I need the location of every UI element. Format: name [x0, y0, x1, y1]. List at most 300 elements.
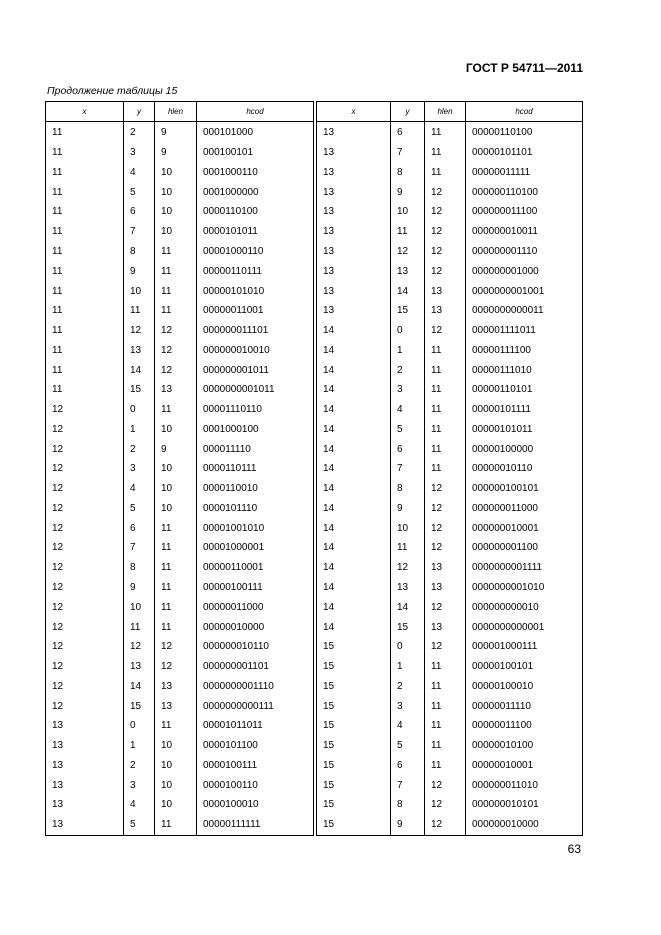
- cell-hcod: 000101000: [197, 122, 314, 143]
- table-row: [317, 637, 583, 657]
- cell-hcod: 0000110010: [197, 479, 314, 499]
- cell-x: 13: [317, 182, 391, 202]
- cell-y: 13: [391, 261, 425, 281]
- table-row: [46, 380, 314, 400]
- table-row: [317, 775, 583, 795]
- cell-hcod: 00000101010: [197, 281, 314, 301]
- cell-x: 15: [317, 637, 391, 657]
- cell-hlen: 13: [425, 281, 466, 301]
- cell-y: 11: [124, 617, 155, 637]
- table-row: [46, 795, 314, 815]
- cell-y: 3: [391, 696, 425, 716]
- cell-hcod: 00000111100: [466, 340, 583, 360]
- cell-hlen: 11: [155, 538, 197, 558]
- cell-hlen: 12: [425, 182, 466, 202]
- cell-hcod: 00000010001: [466, 756, 583, 776]
- cell-x: 14: [317, 538, 391, 558]
- cell-hcod: 00000100010: [466, 676, 583, 696]
- cell-hlen: 12: [425, 499, 466, 519]
- table-row: [317, 657, 583, 677]
- table-row: [46, 479, 314, 499]
- cell-x: 14: [317, 321, 391, 341]
- cell-hcod: 000000011100: [466, 202, 583, 222]
- cell-hcod: 000000010110: [197, 637, 314, 657]
- cell-hlen: 11: [155, 301, 197, 321]
- cell-x: 13: [317, 143, 391, 163]
- cell-y: 9: [391, 182, 425, 202]
- cell-y: 8: [124, 242, 155, 262]
- cell-x: 12: [46, 637, 124, 657]
- cell-y: 5: [124, 499, 155, 519]
- table-row: [46, 499, 314, 519]
- table-row: [46, 736, 314, 756]
- column-header-y: y: [124, 102, 155, 122]
- cell-y: 4: [124, 163, 155, 183]
- cell-x: 14: [317, 360, 391, 380]
- cell-hcod: 000000010011: [466, 222, 583, 242]
- cell-x: 11: [46, 380, 124, 400]
- cell-hlen: 10: [155, 795, 197, 815]
- table-header-row: [317, 102, 583, 122]
- cell-hcod: 000000010000: [466, 815, 583, 835]
- cell-hlen: 11: [425, 657, 466, 677]
- column-header-hcod: hcod: [197, 102, 314, 122]
- cell-hlen: 13: [155, 676, 197, 696]
- cell-hlen: 11: [425, 163, 466, 183]
- cell-y: 9: [391, 499, 425, 519]
- cell-hlen: 12: [155, 321, 197, 341]
- cell-hcod: 0000000001111: [466, 558, 583, 578]
- table-row: [46, 617, 314, 637]
- document-standard-number: ГОСТ Р 54711—2011: [465, 61, 583, 75]
- cell-y: 6: [124, 202, 155, 222]
- cell-y: 12: [391, 558, 425, 578]
- cell-hlen: 12: [425, 261, 466, 281]
- cell-y: 3: [391, 380, 425, 400]
- cell-hlen: 9: [155, 439, 197, 459]
- cell-hlen: 11: [155, 281, 197, 301]
- cell-x: 14: [317, 558, 391, 578]
- cell-hlen: 12: [425, 242, 466, 262]
- cell-hcod: 00001110110: [197, 400, 314, 420]
- cell-x: 11: [46, 143, 124, 163]
- table-row: [317, 578, 583, 598]
- cell-hlen: 13: [425, 301, 466, 321]
- cell-hcod: 00001011011: [197, 716, 314, 736]
- cell-y: 7: [391, 143, 425, 163]
- table-row: [46, 439, 314, 459]
- table-row: [46, 122, 314, 143]
- cell-x: 12: [46, 518, 124, 538]
- table-body: [46, 122, 314, 836]
- table-row: [317, 242, 583, 262]
- column-header-x: x: [46, 102, 124, 122]
- cell-hlen: 12: [425, 479, 466, 499]
- cell-x: 13: [46, 736, 124, 756]
- cell-hlen: 12: [155, 360, 197, 380]
- cell-hlen: 9: [155, 143, 197, 163]
- cell-x: 15: [317, 795, 391, 815]
- cell-x: 13: [317, 222, 391, 242]
- table-row: [317, 439, 583, 459]
- cell-hcod: 000000001110: [466, 242, 583, 262]
- cell-hlen: 13: [425, 578, 466, 598]
- cell-hlen: 13: [155, 696, 197, 716]
- cell-x: 11: [46, 340, 124, 360]
- cell-hcod: 000000010101: [466, 795, 583, 815]
- cell-hlen: 9: [155, 122, 197, 143]
- table-row: [317, 281, 583, 301]
- cell-x: 11: [46, 222, 124, 242]
- cell-y: 3: [124, 775, 155, 795]
- cell-y: 13: [391, 578, 425, 598]
- cell-y: 3: [124, 143, 155, 163]
- cell-y: 9: [124, 261, 155, 281]
- cell-y: 10: [391, 518, 425, 538]
- cell-hcod: 000100101: [197, 143, 314, 163]
- cell-hlen: 11: [155, 261, 197, 281]
- cell-hlen: 12: [425, 538, 466, 558]
- table-row: [46, 222, 314, 242]
- table-row: [46, 558, 314, 578]
- cell-hcod: 00001000110: [197, 242, 314, 262]
- cell-y: 0: [124, 400, 155, 420]
- cell-hcod: 0000000001011: [197, 380, 314, 400]
- cell-hlen: 12: [425, 775, 466, 795]
- cell-hcod: 000000011010: [466, 775, 583, 795]
- cell-x: 11: [46, 202, 124, 222]
- table-row: [317, 597, 583, 617]
- cell-x: 15: [317, 756, 391, 776]
- table-header-row: [46, 102, 314, 122]
- cell-y: 6: [124, 518, 155, 538]
- cell-hlen: 11: [425, 419, 466, 439]
- cell-y: 10: [124, 597, 155, 617]
- cell-hlen: 12: [425, 202, 466, 222]
- table-row: [46, 281, 314, 301]
- column-header-hcod: hcod: [466, 102, 583, 122]
- cell-x: 12: [46, 419, 124, 439]
- table-row: [46, 716, 314, 736]
- cell-hcod: 000000010001: [466, 518, 583, 538]
- cell-y: 1: [391, 657, 425, 677]
- table-row: [317, 163, 583, 183]
- cell-hcod: 000000001000: [466, 261, 583, 281]
- cell-y: 8: [391, 795, 425, 815]
- table-row: [317, 499, 583, 519]
- cell-hlen: 11: [155, 558, 197, 578]
- table-row: [46, 202, 314, 222]
- cell-x: 11: [46, 261, 124, 281]
- table-row: [46, 182, 314, 202]
- cell-hcod: 00000101011: [466, 419, 583, 439]
- cell-hlen: 13: [425, 558, 466, 578]
- cell-x: 15: [317, 775, 391, 795]
- cell-hlen: 12: [425, 321, 466, 341]
- cell-hlen: 11: [155, 578, 197, 598]
- cell-x: 15: [317, 736, 391, 756]
- cell-y: 7: [391, 459, 425, 479]
- cell-y: 4: [391, 716, 425, 736]
- cell-hlen: 12: [425, 518, 466, 538]
- cell-x: 12: [46, 479, 124, 499]
- cell-hcod: 0000000000001: [466, 617, 583, 637]
- cell-hcod: 00000100101: [466, 657, 583, 677]
- table-row: [46, 301, 314, 321]
- table-row: [317, 122, 583, 143]
- cell-hlen: 12: [155, 637, 197, 657]
- cell-hcod: 00000011110: [466, 696, 583, 716]
- cell-hlen: 11: [425, 459, 466, 479]
- cell-hcod: 00000110001: [197, 558, 314, 578]
- cell-x: 12: [46, 696, 124, 716]
- table-row: [317, 261, 583, 281]
- cell-hlen: 12: [425, 597, 466, 617]
- cell-x: 13: [46, 815, 124, 835]
- cell-x: 15: [317, 657, 391, 677]
- cell-hlen: 11: [425, 756, 466, 776]
- cell-hlen: 11: [155, 597, 197, 617]
- cell-x: 11: [46, 321, 124, 341]
- cell-x: 13: [317, 261, 391, 281]
- cell-hlen: 11: [425, 380, 466, 400]
- cell-y: 6: [391, 756, 425, 776]
- cell-x: 14: [317, 597, 391, 617]
- cell-hlen: 10: [155, 459, 197, 479]
- cell-hcod: 000000001101: [197, 657, 314, 677]
- table-row: [46, 775, 314, 795]
- cell-y: 12: [124, 637, 155, 657]
- cell-y: 11: [391, 222, 425, 242]
- cell-x: 12: [46, 578, 124, 598]
- cell-hlen: 12: [155, 657, 197, 677]
- cell-hlen: 11: [425, 360, 466, 380]
- cell-hcod: 00000011001: [197, 301, 314, 321]
- cell-y: 8: [391, 163, 425, 183]
- cell-y: 2: [124, 122, 155, 143]
- table-row: [46, 459, 314, 479]
- table-row: [46, 538, 314, 558]
- cell-y: 6: [391, 439, 425, 459]
- cell-hcod: 0000000000111: [197, 696, 314, 716]
- column-header-hlen: hlen: [425, 102, 466, 122]
- cell-hcod: 000000001100: [466, 538, 583, 558]
- cell-y: 14: [124, 676, 155, 696]
- cell-hlen: 10: [155, 163, 197, 183]
- cell-hlen: 11: [155, 518, 197, 538]
- cell-x: 15: [317, 676, 391, 696]
- cell-hcod: 0000100110: [197, 775, 314, 795]
- table-row: [46, 242, 314, 262]
- cell-y: 7: [124, 538, 155, 558]
- cell-x: 14: [317, 578, 391, 598]
- column-header-y: y: [391, 102, 425, 122]
- cell-x: 14: [317, 479, 391, 499]
- cell-y: 1: [124, 419, 155, 439]
- cell-hcod: 000000001011: [197, 360, 314, 380]
- cell-hcod: 0000110111: [197, 459, 314, 479]
- cell-x: 14: [317, 380, 391, 400]
- cell-hcod: 0000101011: [197, 222, 314, 242]
- cell-x: 15: [317, 815, 391, 835]
- code-table-right: [316, 101, 583, 836]
- cell-hlen: 11: [155, 400, 197, 420]
- cell-x: 14: [317, 518, 391, 538]
- cell-x: 13: [317, 242, 391, 262]
- cell-y: 5: [391, 736, 425, 756]
- cell-x: 12: [46, 558, 124, 578]
- cell-hcod: 00000101111: [466, 400, 583, 420]
- cell-y: 9: [124, 578, 155, 598]
- table-row: [46, 637, 314, 657]
- cell-x: 11: [46, 122, 124, 143]
- table-row: [46, 597, 314, 617]
- cell-hcod: 000011110: [197, 439, 314, 459]
- cell-hlen: 10: [155, 756, 197, 776]
- cell-hcod: 00000010000: [197, 617, 314, 637]
- table-row: [317, 538, 583, 558]
- table-row: [317, 222, 583, 242]
- cell-y: 4: [124, 479, 155, 499]
- cell-hcod: 0000100111: [197, 756, 314, 776]
- cell-hlen: 11: [155, 617, 197, 637]
- cell-x: 15: [317, 716, 391, 736]
- cell-y: 0: [391, 637, 425, 657]
- table-row: [46, 815, 314, 835]
- cell-y: 2: [124, 756, 155, 776]
- cell-x: 11: [46, 182, 124, 202]
- cell-hlen: 10: [155, 419, 197, 439]
- cell-x: 14: [317, 340, 391, 360]
- table-row: [317, 202, 583, 222]
- table-row: [317, 143, 583, 163]
- cell-hcod: 00000100000: [466, 439, 583, 459]
- cell-x: 13: [317, 122, 391, 143]
- cell-hlen: 10: [155, 736, 197, 756]
- table-row: [317, 696, 583, 716]
- cell-hlen: 11: [425, 439, 466, 459]
- cell-x: 12: [46, 676, 124, 696]
- cell-y: 15: [391, 301, 425, 321]
- cell-hlen: 13: [425, 617, 466, 637]
- cell-hcod: 0000000001001: [466, 281, 583, 301]
- cell-y: 0: [124, 716, 155, 736]
- cell-y: 15: [124, 696, 155, 716]
- table-body: [317, 122, 583, 836]
- table-row: [317, 558, 583, 578]
- cell-y: 10: [124, 281, 155, 301]
- table-row: [317, 459, 583, 479]
- cell-hlen: 10: [155, 202, 197, 222]
- cell-hcod: 00000010100: [466, 736, 583, 756]
- column-header-x: x: [317, 102, 391, 122]
- cell-x: 11: [46, 301, 124, 321]
- cell-hcod: 00000100111: [197, 578, 314, 598]
- cell-hcod: 0000000001010: [466, 578, 583, 598]
- table-row: [317, 340, 583, 360]
- cell-y: 2: [124, 439, 155, 459]
- cell-x: 12: [46, 597, 124, 617]
- cell-x: 11: [46, 163, 124, 183]
- cell-hcod: 0000000000011: [466, 301, 583, 321]
- cell-y: 8: [391, 479, 425, 499]
- table-row: [317, 756, 583, 776]
- cell-y: 1: [124, 736, 155, 756]
- cell-y: 5: [391, 419, 425, 439]
- cell-hcod: 000000010010: [197, 340, 314, 360]
- cell-hcod: 0000101100: [197, 736, 314, 756]
- cell-hlen: 12: [425, 795, 466, 815]
- cell-x: 13: [46, 756, 124, 776]
- cell-hlen: 10: [155, 479, 197, 499]
- cell-hlen: 11: [425, 736, 466, 756]
- cell-x: 12: [46, 617, 124, 637]
- cell-hlen: 10: [155, 499, 197, 519]
- cell-x: 13: [317, 301, 391, 321]
- cell-hlen: 12: [425, 222, 466, 242]
- cell-hcod: 00000110100: [466, 122, 583, 143]
- cell-y: 4: [391, 400, 425, 420]
- cell-hlen: 10: [155, 182, 197, 202]
- table-row: [46, 676, 314, 696]
- cell-y: 2: [391, 676, 425, 696]
- cell-hlen: 12: [425, 815, 466, 835]
- cell-hcod: 000000000010: [466, 597, 583, 617]
- cell-y: 11: [391, 538, 425, 558]
- cell-x: 12: [46, 499, 124, 519]
- table-row: [317, 400, 583, 420]
- cell-y: 5: [124, 815, 155, 835]
- cell-hlen: 11: [425, 340, 466, 360]
- table-row: [317, 518, 583, 538]
- cell-hcod: 00000011111: [466, 163, 583, 183]
- table-row: [317, 380, 583, 400]
- cell-x: 14: [317, 400, 391, 420]
- cell-hlen: 10: [155, 775, 197, 795]
- cell-y: 12: [124, 321, 155, 341]
- cell-hlen: 11: [155, 716, 197, 736]
- cell-y: 3: [124, 459, 155, 479]
- page-number: 63: [567, 842, 581, 856]
- cell-hcod: 00000110111: [197, 261, 314, 281]
- table-row: [46, 696, 314, 716]
- cell-x: 12: [46, 400, 124, 420]
- cell-y: 5: [124, 182, 155, 202]
- table-row: [317, 182, 583, 202]
- cell-hcod: 0000000001110: [197, 676, 314, 696]
- cell-y: 15: [124, 380, 155, 400]
- cell-hcod: 00000010110: [466, 459, 583, 479]
- cell-hcod: 00000111111: [197, 815, 314, 835]
- table-row: [46, 419, 314, 439]
- cell-x: 14: [317, 459, 391, 479]
- cell-x: 12: [46, 459, 124, 479]
- cell-x: 14: [317, 617, 391, 637]
- table-row: [317, 301, 583, 321]
- table-row: [46, 756, 314, 776]
- table-row: [317, 419, 583, 439]
- table-row: [317, 716, 583, 736]
- cell-hlen: 11: [155, 815, 197, 835]
- cell-hcod: 00001000001: [197, 538, 314, 558]
- cell-hlen: 11: [425, 400, 466, 420]
- cell-x: 11: [46, 242, 124, 262]
- cell-x: 15: [317, 696, 391, 716]
- cell-hlen: 11: [425, 676, 466, 696]
- cell-y: 11: [124, 301, 155, 321]
- cell-y: 12: [391, 242, 425, 262]
- table-row: [46, 143, 314, 163]
